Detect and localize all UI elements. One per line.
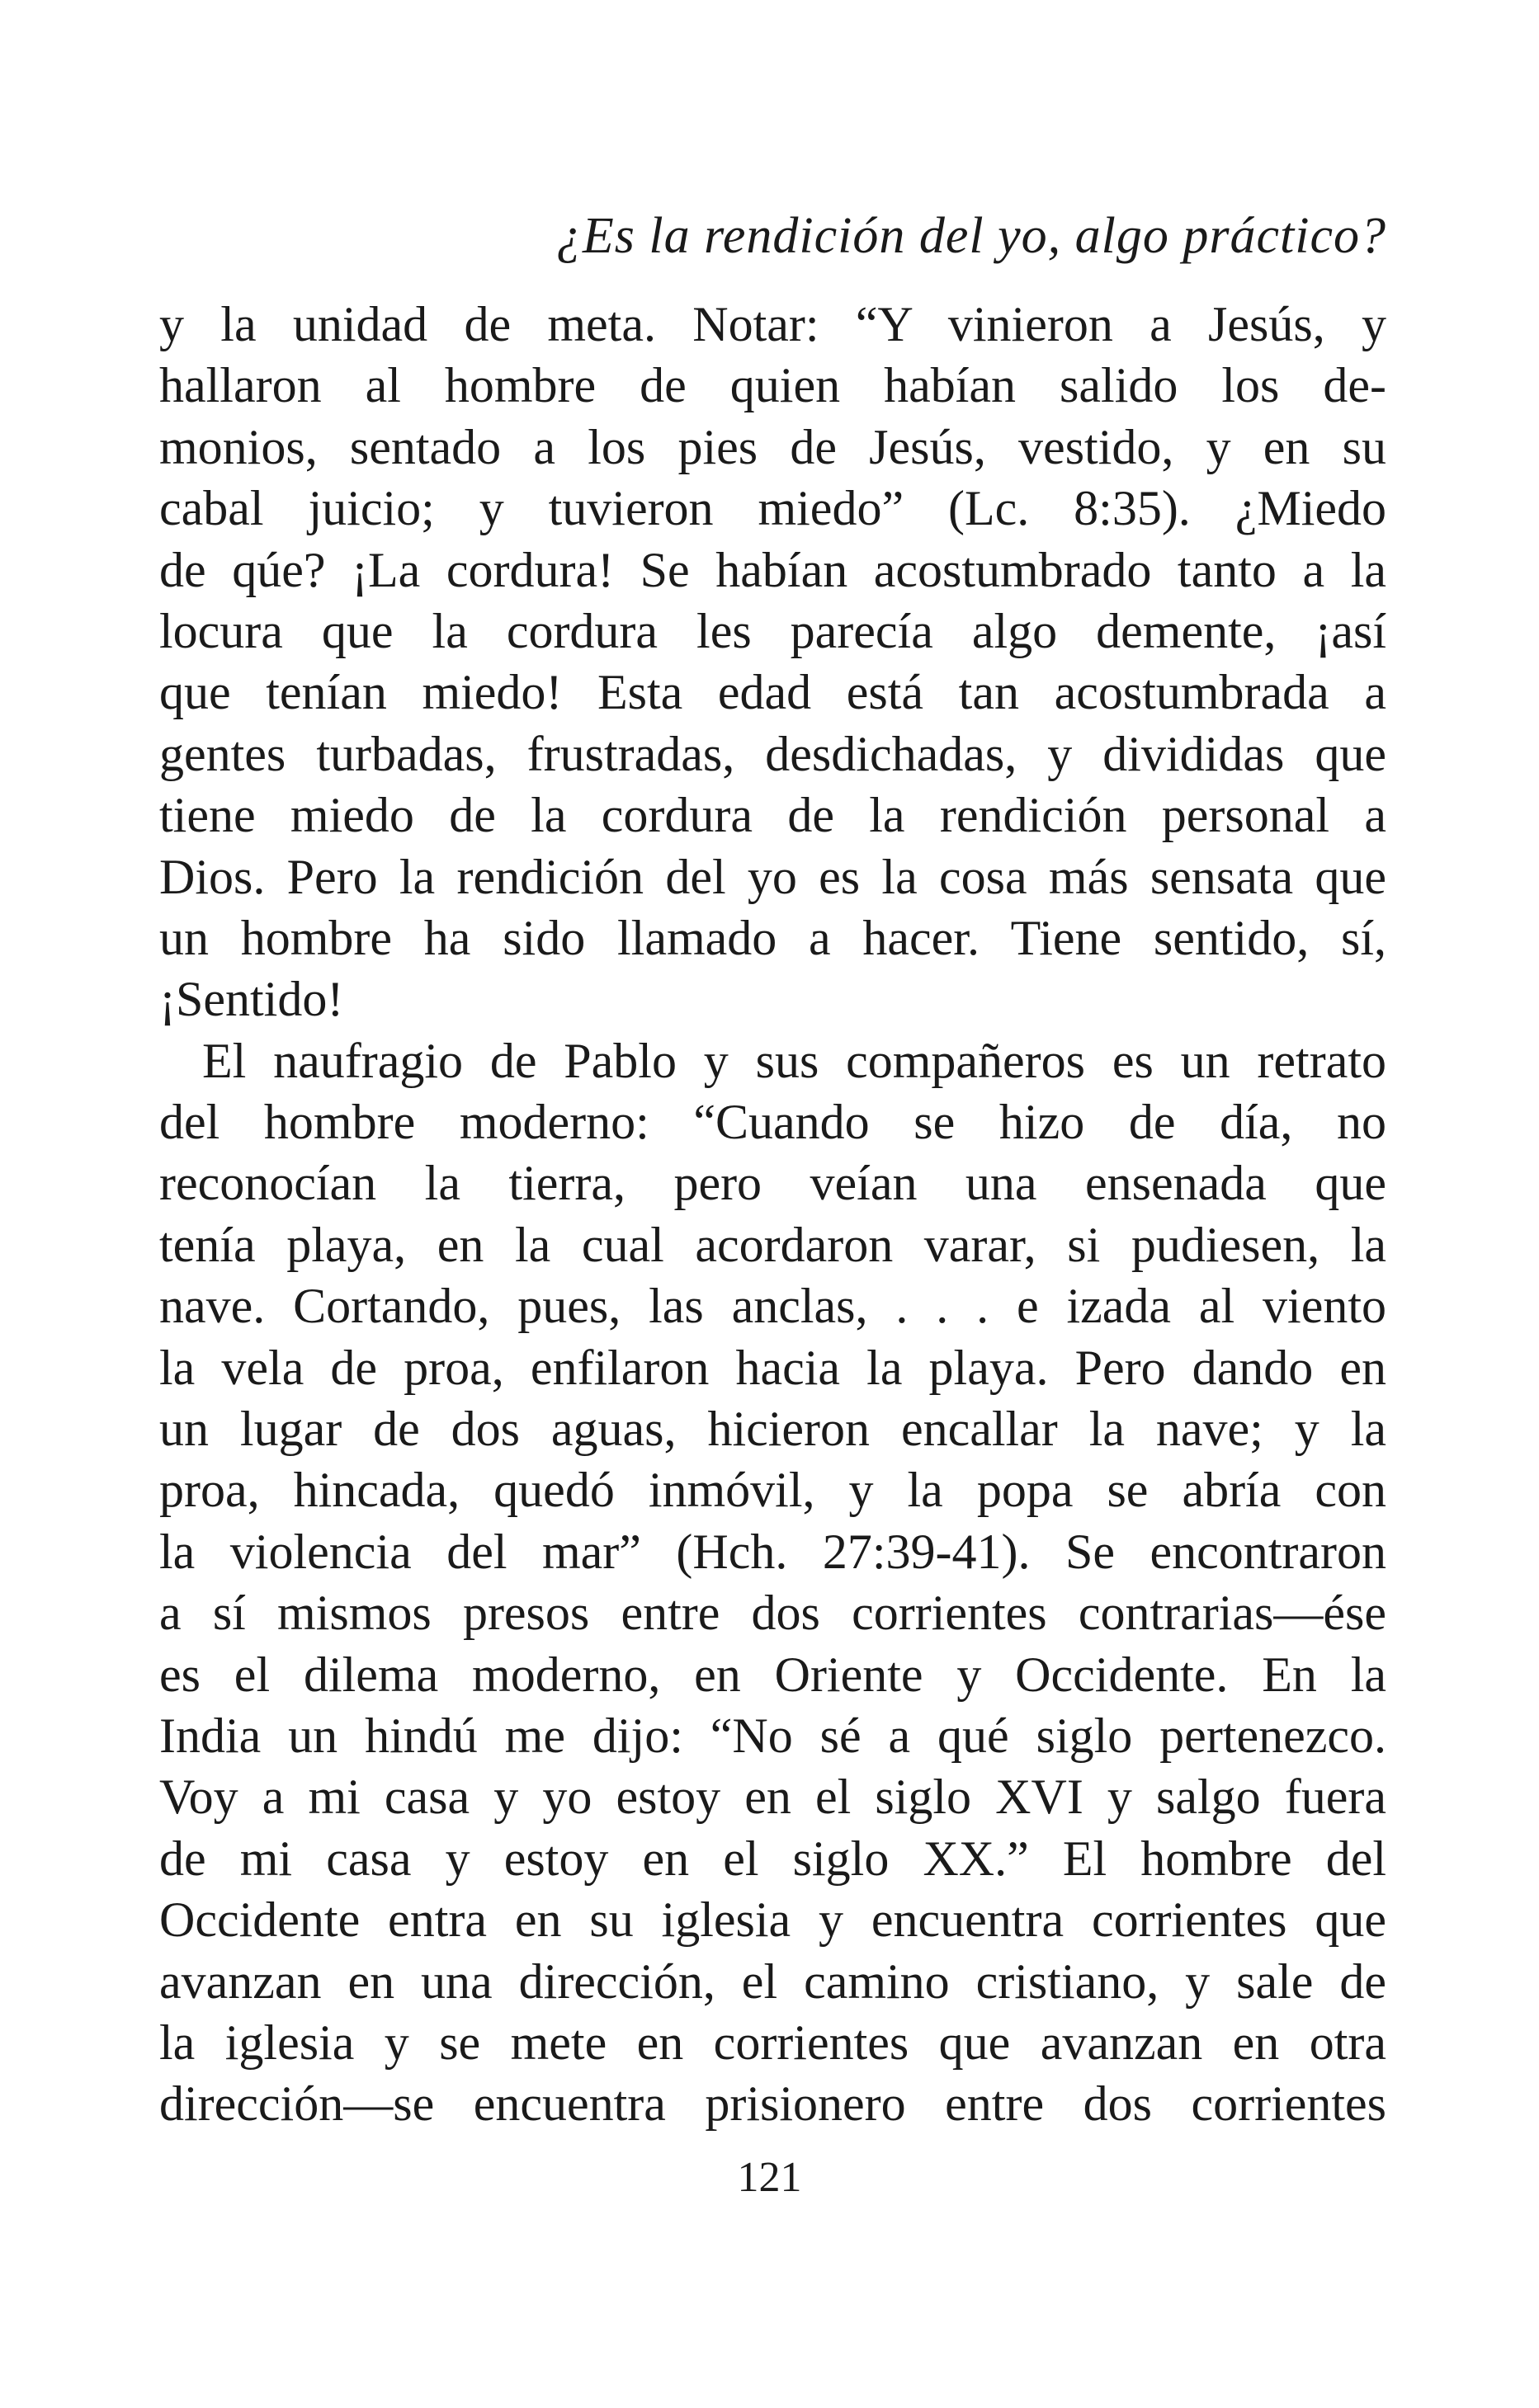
text-line: la violencia del mar” (Hch. 27:39-41). Se encontraron: [159, 1524, 1386, 1579]
text-line: hallaron al hombre de quien habían salido los de-: [159, 358, 1386, 413]
text-line: dirección—se encuentra prisionero entre dos corrientes: [159, 2076, 1386, 2132]
paragraph-end-line: ¡Sentido!: [159, 972, 344, 1027]
body-text: [159, 294, 1386, 2135]
text-line: de mi casa y estoy en el siglo XX.” El hombre del: [159, 1831, 1386, 1886]
text-line: a sí mismos presos entre dos corrientes contrarias—ése: [159, 1586, 1386, 1641]
text-line: Occidente entra en su iglesia y encuentra corrientes que: [159, 1892, 1386, 1948]
text-line: Dios. Pero la rendición del yo es la cosa más sensata que: [159, 849, 1386, 904]
text-line: gentes turbadas, frustradas, desdichadas, y divididas que: [159, 726, 1386, 781]
text-line: la iglesia y se mete en corrientes que avanzan en otra: [159, 2015, 1386, 2070]
text-line: proa, hincada, quedó inmóvil, y la popa se abría con: [159, 1463, 1386, 1518]
page-number: 121: [737, 2154, 802, 2201]
paragraph-start-line: El naufragio de Pablo y sus compañeros es un retrato: [202, 1033, 1386, 1088]
text-line: y la unidad de meta. Notar: “Y vinieron a Jesús, y: [159, 297, 1386, 351]
text-line: que tenían miedo! Esta edad está tan acostumbrada a: [159, 665, 1386, 720]
text-line: India un hindú me dijo: “No sé a qué siglo pertenezco.: [159, 1708, 1386, 1763]
text-line: del hombre moderno: “Cuando se hizo de día, no: [159, 1095, 1386, 1150]
text-line: avanzan en una dirección, el camino cristiano, y sale de: [159, 1953, 1386, 2009]
text-line: un lugar de dos aguas, hicieron encallar la nave; y la: [159, 1402, 1386, 1457]
text-line: cabal juicio; y tuvieron miedo” (Lc. 8:35). ¿Miedo: [159, 481, 1386, 536]
text-line: tiene miedo de la cordura de la rendición personal a: [159, 788, 1386, 843]
text-line: de qúe? ¡La cordura! Se habían acostumbrado tanto a la: [159, 542, 1386, 597]
text-line: es el dilema moderno, en Oriente y Occidente. En la: [159, 1647, 1386, 1702]
text-line: reconocían la tierra, pero veían una ensenada que: [159, 1156, 1386, 1211]
text-line: nave. Cortando, pues, las anclas, . . . e izada al viento: [159, 1279, 1386, 1334]
text-line: locura que la cordura les parecía algo demente, ¡así: [159, 603, 1386, 658]
text-line: un hombre ha sido llamado a hacer. Tiene sentido, sí,: [159, 910, 1386, 965]
text-line: Voy a mi casa y yo estoy en el siglo XVI y salgo fuera: [159, 1769, 1386, 1825]
text-line: la vela de proa, enfilaron hacia la playa. Pero dando en: [159, 1340, 1386, 1395]
text-line: tenía playa, en la cual acordaron varar, si pudiesen, la: [159, 1217, 1386, 1272]
running-head: ¿Es la rendición del yo, algo práctico?: [555, 208, 1386, 264]
text-line: monios, sentado a los pies de Jesús, vestido, y en su: [159, 419, 1386, 474]
